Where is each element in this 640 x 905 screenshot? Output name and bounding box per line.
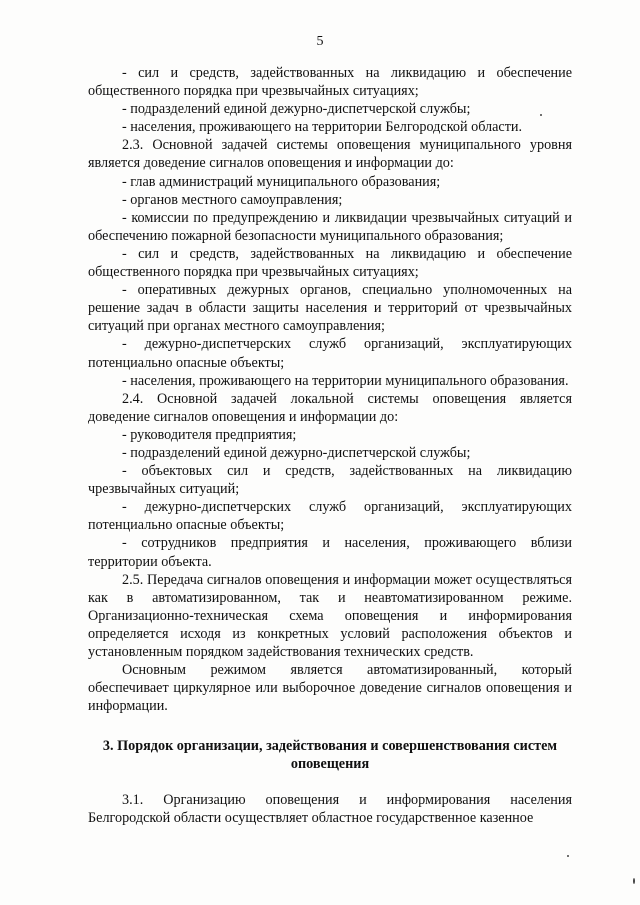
paragraph: - населения, проживающего на территории муниципального образования. <box>122 372 569 389</box>
paragraph: - комиссии по предупреждению и ликвидации чрезвычайных ситуаций и обеспечению пожарной безопасности муниципального образования; <box>88 209 572 244</box>
paragraph: - глав администраций муниципального образования; <box>122 173 441 190</box>
spacer <box>88 715 572 737</box>
paragraph: 3.1. Организацию оповещения и информирования населения Белгородской области осуществляет областное государственное казенное <box>88 791 572 826</box>
paragraph: - органов местного самоуправления; <box>122 191 343 208</box>
paragraph: - оперативных дежурных органов, специально уполномоченных на решение задач в области защиты населения и территорий от чрезвычайных ситуаций при органах местного самоуправления; <box>88 282 572 335</box>
paragraph: - сил и средств, задействованных на ликвидацию и обеспечение общественного порядка при чрезвычайных ситуациях; <box>88 245 572 281</box>
paragraph: 2.4. Основной задачей локальной системы оповещения является доведение сигналов оповещения и информации до: <box>88 390 572 425</box>
page-number: 5 <box>316 34 324 49</box>
paragraph: - объектовых сил и средств, задействованных на ликвидацию чрезвычайных ситуаций; <box>88 463 572 498</box>
document-body <box>88 64 572 827</box>
paragraph: 2.3. Основной задачей системы оповещения муниципального уровня является доведение сигналов оповещения и информации до: <box>88 137 572 172</box>
spacer <box>88 774 572 791</box>
scan-speck <box>540 114 542 116</box>
scan-speck <box>633 878 635 884</box>
paragraph: - сил и средств, задействованных на ликвидацию и обеспечение общественного порядка при чрезвычайных ситуациях; <box>88 65 572 100</box>
paragraph: - сотрудников предприятия и населения, проживающего вблизи территории объекта. <box>88 535 572 570</box>
paragraph: - подразделений единой дежурно-диспетчерской службы; <box>122 101 471 118</box>
paragraph: Основным режимом является автоматизированный, который обеспечивает циркулярное или выборочное доведение сигналов оповещения и информации. <box>88 662 572 715</box>
paragraph: - населения, проживающего на территории Белгородской области. <box>122 119 523 136</box>
paragraph: - дежурно-диспетчерских служб организаций, эксплуатирующих потенциально опасные объекты; <box>88 499 572 534</box>
paragraph: - дежурно-диспетчерских служб организаций, эксплуатирующих потенциально опасные объекты; <box>88 336 572 371</box>
paragraph: - подразделений единой дежурно-диспетчерской службы; <box>122 444 471 461</box>
paragraph: 2.5. Передача сигналов оповещения и информации может осуществляться как в автоматизированном, так и неавтоматизированном режиме. Организационно-техническая схема оповещения и информирования определяется исходя из конкретных условий расположения объектов и установленным порядком задействования технических средств. <box>88 571 572 660</box>
scan-speck <box>567 855 569 857</box>
section-heading: 3. Порядок организации, задействования и совершенствования систем оповещения <box>102 738 558 773</box>
paragraph: - руководителя предприятия; <box>122 426 297 443</box>
